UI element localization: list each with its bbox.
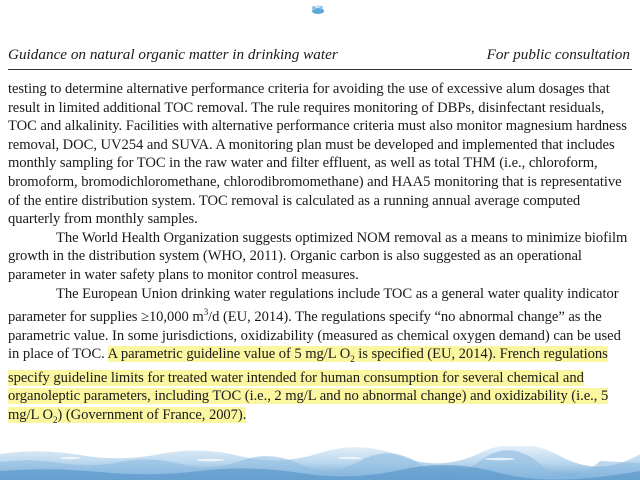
o2-subscript-2: 2 (52, 414, 58, 425)
highlight-text-3: ) (Government of France, 2007). (57, 406, 247, 423)
paragraph-who: The World Health Organization suggests optimized NOM removal as a means to minimize biofilm growth in the distribution system (WHO, 2011). Organic carbon is also suggested as an operational parameter in water safety plans to monitor control measures. (8, 229, 628, 283)
eu-text-middle: /d (EU, 2014). The regulations specify “no abnormal change” as the parametric value. In some jurisdictions, oxidizability (measured as chemical oxygen demand) can be used in place of TOC. (8, 308, 621, 363)
highlight-text-1: A parametric guideline value of 5 mg/L O (107, 346, 351, 363)
water-wave-decoration (0, 446, 640, 480)
cubic-superscript: 3 (203, 307, 209, 318)
document-title: Guidance on natural organic matter in drinking water (8, 46, 338, 63)
page-header (8, 46, 630, 64)
highlight-text-2: is specified (EU, 2014). French regulations specify guideline limits for treated water intended for human consumption for several chemical and organoleptic parameters, including TOC (i.e., 2 mg/L and no abnormal change) and oxidizability (i.e., 5 mg/L O (8, 346, 609, 423)
header-divider (8, 69, 632, 70)
water-splash-icon (310, 4, 326, 16)
document-body (8, 80, 634, 429)
paragraph-us-rule: testing to determine alternative performance criteria for avoiding the use of excessive alum dosages that result in limited additional TOC removal. The rule requires monitoring of DBPs, disinfectant residuals, TOC and alkalinity. Facilities with alternative performance criteria must also monitor magnesium hardness removal, DOC, UV254 and SUVA. A monitoring plan must be developed and implemented that includes monthly sampling for TOC in the raw water and filter effluent, as well as total THM (i.e., chloroform, bromoform, bromodichloromethane, chlorodibromomethane) and HAA5 monitoring that is representative of the entire distribution system. TOC removal is calculated as a running annual average computed quarterly from monthly samples. (8, 81, 627, 228)
eu-text-start: The European Union drinking water regulations include TOC as a general water quality indicator parameter for supplies ≥10,000 m (8, 285, 619, 325)
paragraph-eu (8, 285, 634, 430)
o2-subscript-1: 2 (350, 354, 355, 365)
consultation-label: For public consultation (486, 46, 630, 63)
